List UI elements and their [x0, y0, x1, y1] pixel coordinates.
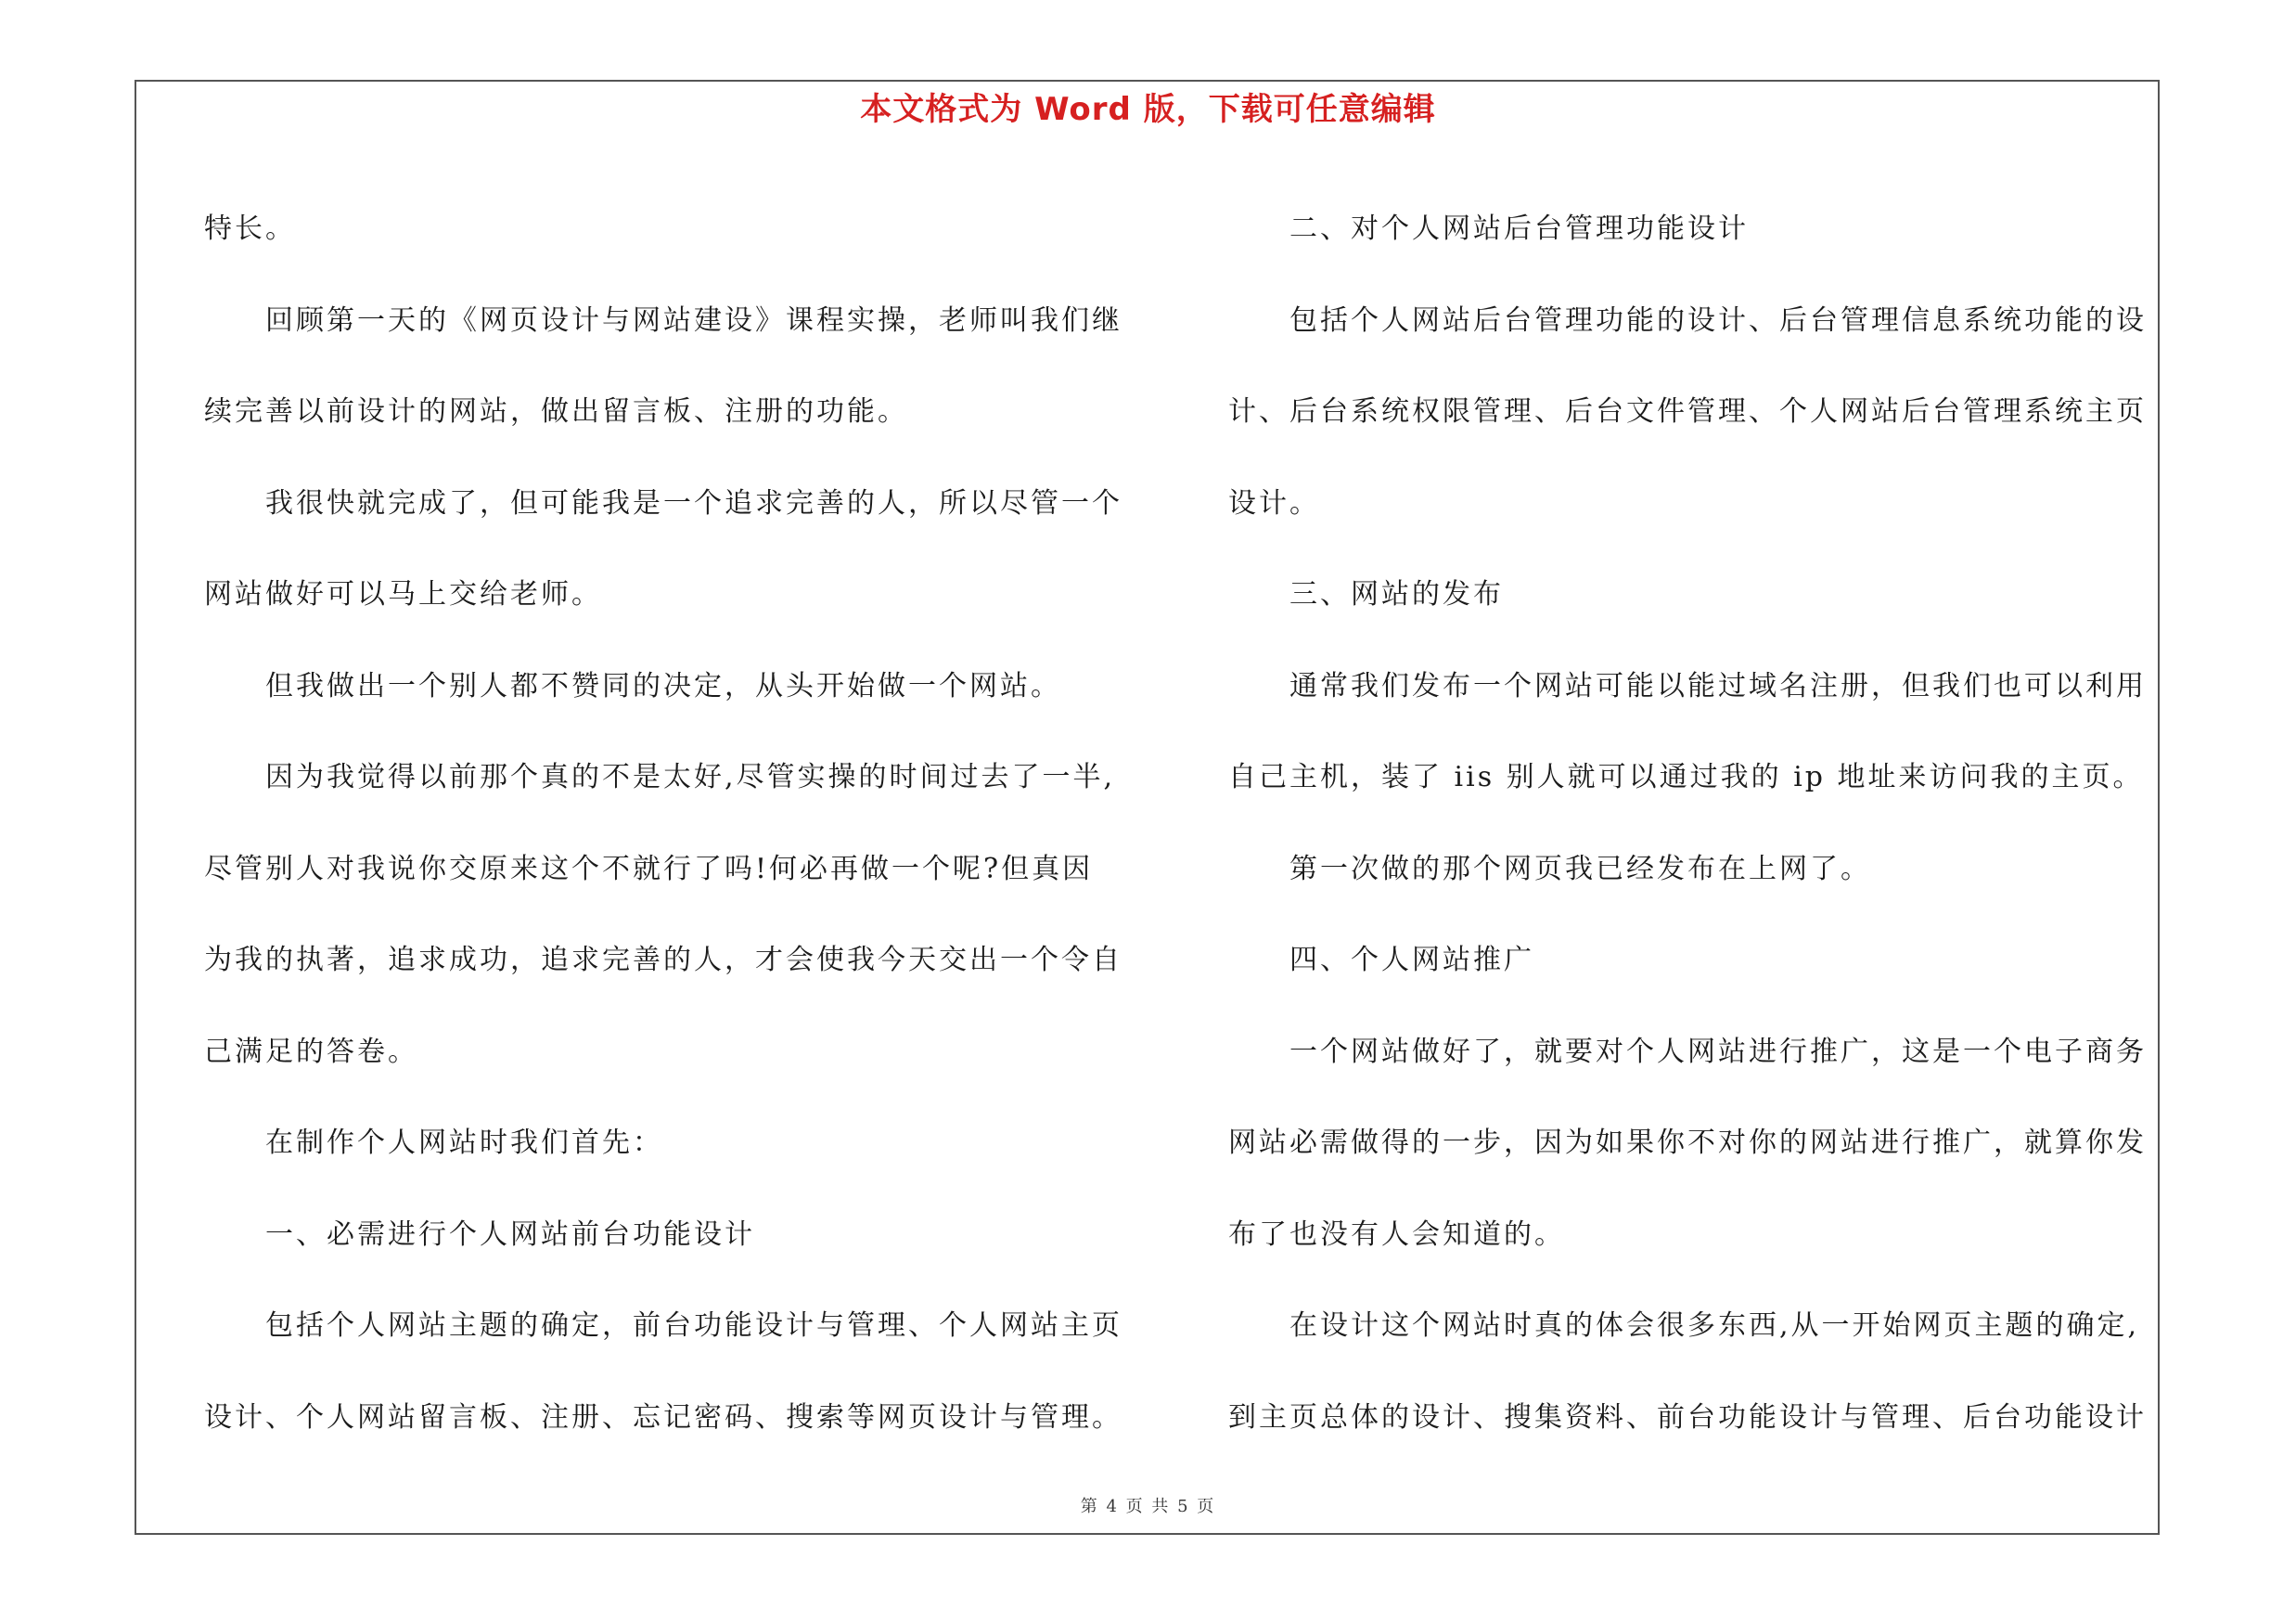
paragraph-line: 在制作个人网站时我们首先：	[265, 1127, 663, 1159]
paragraph-line: 布了也没有人会知道的。	[1228, 1217, 1565, 1251]
paragraph-line: 第一次做的那个网页我已经发布在上网了。	[1289, 852, 1871, 885]
page-number-footer: 第 4 页 共 5 页	[1080, 1497, 1216, 1516]
paragraph-line: 我很快就完成了，但可能我是一个追求完善的人，所以尽管一个	[265, 486, 1122, 520]
paragraph-line: 特长。	[204, 213, 296, 245]
paragraph-line: 包括个人网站后台管理功能的设计、后台管理信息系统功能的设	[1289, 303, 2147, 337]
section-heading: 四、个人网站推广	[1289, 944, 1534, 976]
paragraph-line: 设计、个人网站留言板、注册、忘记密码、搜索等网页设计与管理。	[204, 1400, 1122, 1434]
paragraph-line: 为我的执著，追求成功，追求完善的人，才会使我今天交出一个令自	[204, 944, 1122, 976]
paragraph-line: 网站做好可以马上交给老师。	[204, 578, 602, 611]
paragraph-line: 续完善以前设计的网站，做出留言板、注册的功能。	[204, 395, 908, 428]
paragraph-line: 在设计这个网站时真的体会很多东西,从一开始网页主题的确定,	[1289, 1309, 2140, 1342]
paragraph-line: 回顾第一天的《网页设计与网站建设》课程实操，老师叫我们继	[265, 303, 1122, 337]
paragraph-line: 但我做出一个别人都不赞同的决定，从头开始做一个网站。	[265, 669, 1061, 702]
paragraph-line: 自己主机，装了 iis 别人就可以通过我的 ip 地址来访问我的主页。	[1228, 761, 2144, 793]
document-banner: 本文格式为 Word 版，下载可任意编辑	[860, 91, 1436, 128]
paragraph-line: 计、后台系统权限管理、后台文件管理、个人网站后台管理系统主页	[1228, 395, 2147, 428]
paragraph-line: 设计。	[1228, 486, 1320, 520]
paragraph-line: 包括个人网站主题的确定，前台功能设计与管理、个人网站主页	[265, 1309, 1122, 1342]
right-text-column	[1228, 184, 2156, 1463]
section-heading: 一、必需进行个人网站前台功能设计	[265, 1217, 755, 1251]
paragraph-line: 通常我们发布一个网站可能以能过域名注册，但我们也可以利用	[1289, 669, 2147, 702]
paragraph-line: 因为我觉得以前那个真的不是太好,尽管实操的时间过去了一半,	[265, 761, 1116, 793]
paragraph-line: 尽管别人对我说你交原来这个不就行了吗!何必再做一个呢?但真因	[204, 852, 1094, 885]
section-heading: 三、网站的发布	[1289, 578, 1504, 611]
paragraph-line: 到主页总体的设计、搜集资料、前台功能设计与管理、后台功能设计	[1228, 1400, 2147, 1434]
paragraph-line: 己满足的答卷。	[204, 1035, 418, 1068]
left-text-column	[204, 184, 1132, 1463]
section-heading: 二、对个人网站后台管理功能设计	[1289, 213, 1749, 245]
paragraph-line: 一个网站做好了，就要对个人网站进行推广，这是一个电子商务	[1289, 1035, 2147, 1068]
paragraph-line: 网站必需做得的一步，因为如果你不对你的网站进行推广，就算你发	[1228, 1127, 2147, 1159]
